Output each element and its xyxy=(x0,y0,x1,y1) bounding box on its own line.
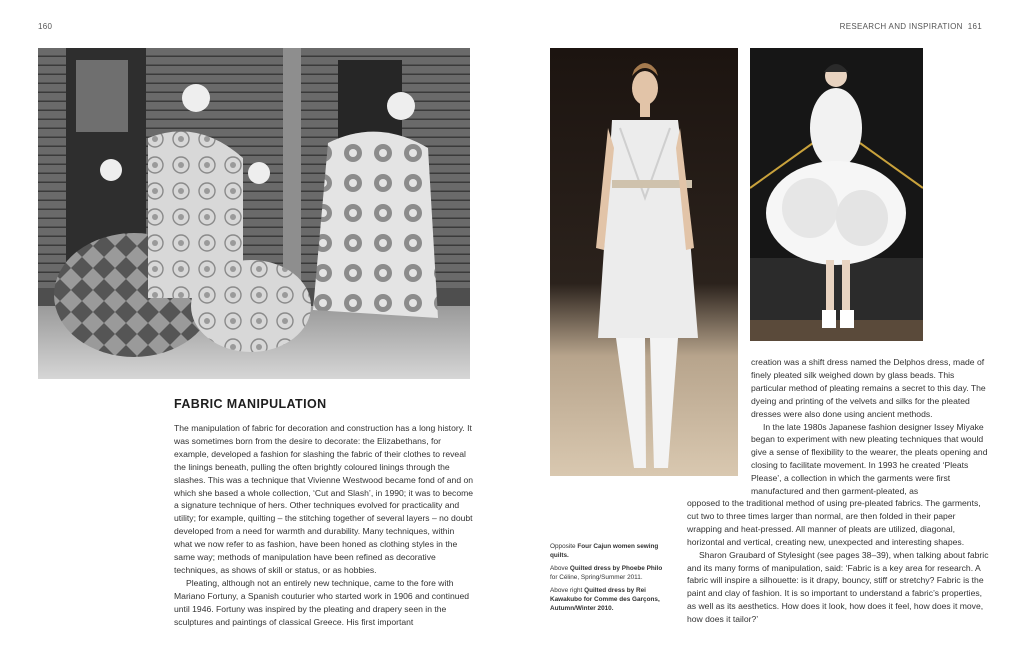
right-paragraph-3: opposed to the traditional method of using pre-pleated fabrics. The garments, cut two to three times larger than normal, are then folded in their paper wrapping and heat-pressed. All manner of pleats are utilized, diagonal, horizontal and vertical, creating new, unexpected and interesting shapes. xyxy=(687,498,981,547)
right-paragraph-4: Sharon Graubard of Stylesight (see pages 38–39), when talking about fabric and its many forms of manipulation, said: ‘Fabric is a key area for research. A fabric will inspire a silhouette: is it drapy, bouncy, stiff or stretchy? Fabric is the paint and clay of fashion. It is so important to understand a fabric’s properties, as well as its aesthetics. How does it look, how does it feel, how does it move, how does it tailor?’ xyxy=(687,549,989,625)
caption-title: Quilted dress by Phoebe Philo xyxy=(569,565,663,573)
caption-title: Four Cajun women sewing quilts. xyxy=(550,543,659,559)
comme-des-garcons-dress-photo xyxy=(750,48,923,341)
caption-detail: for Céline, Spring/Summer 2011. xyxy=(550,573,643,581)
celine-dress-photo xyxy=(550,48,738,476)
running-head-title: RESEARCH AND INSPIRATION xyxy=(839,22,963,31)
caption-title: Quilted dress by Rei Kawakubo for Comme des Garçons, xyxy=(550,587,660,603)
right-paragraph-2: In the late 1980s Japanese fashion designer Issey Miyake began to experiment with new pleating techniques that would give a sense of flexibility to the wearer, the pleats opening and closing to facilitate movement. In 1993 he created ‘Pleats Please’, a collection in which the garments were first manufactured and then garment-pleated, as xyxy=(751,421,988,497)
left-paragraph-2: Pleating, although not an entirely new technique, came to the fore with Mariano Fortuny, a Spanish couturier who started work in 1906 and continued until 1946. Fortuny was inspired by the pleating and drapery seen in the sculptures and paintings of classical Greece. His first important xyxy=(174,577,470,627)
photo-captions xyxy=(550,543,668,618)
right-wide-text xyxy=(687,497,989,626)
right-narrow-text xyxy=(751,356,989,498)
caption-position: Above xyxy=(550,565,569,573)
caption-position: Opposite xyxy=(550,543,576,550)
running-head xyxy=(840,22,982,31)
left-body-text xyxy=(174,422,474,629)
right-paragraph-1: creation was a shift dress named the Delphos dress, made of finely pleated silk weighed down by glass beads. This particular method of pleating remains a secret to this day. The dyeing and printing of the velvets and silks for the pleated dresses were also done using ancient methods. xyxy=(751,357,986,419)
caption-position: Above right xyxy=(550,587,583,595)
cajun-quilts-photo xyxy=(38,48,470,379)
left-paragraph-1: The manipulation of fabric for decoration and construction has a long history. It was sometimes born from the desire to decorate: the Elizabethans, for example, developed a fashion for slashing the fabric of their clothes to reveal the linings beneath, pulling the often brightly coloured linings through the slashes. This was a technique that Vivienne Westwood became fond of and on which she based a whole collection, ‘Cut and Slash’, in 1990; it was to become a signature technique of hers. Other techniques evolved for practicality and utility; for example, quilting – the stitching together of several layers – no doubt developed from a need for warmth and durability. Many techniques, within what we now refer to as fashion, have been honed as clothing styles in the same way; methods of manipulation have been refined as decorative techniques, as shows of skill or status, or as hobbies. xyxy=(174,423,474,575)
caption-above-right xyxy=(550,587,668,613)
caption-opposite xyxy=(550,543,668,560)
section-heading: FABRIC MANIPULATION xyxy=(174,397,327,411)
caption-detail: Autumn/Winter 2010. xyxy=(550,604,614,612)
right-page-number: 161 xyxy=(967,22,982,31)
caption-above xyxy=(550,565,668,582)
left-page-number: 160 xyxy=(38,22,53,31)
